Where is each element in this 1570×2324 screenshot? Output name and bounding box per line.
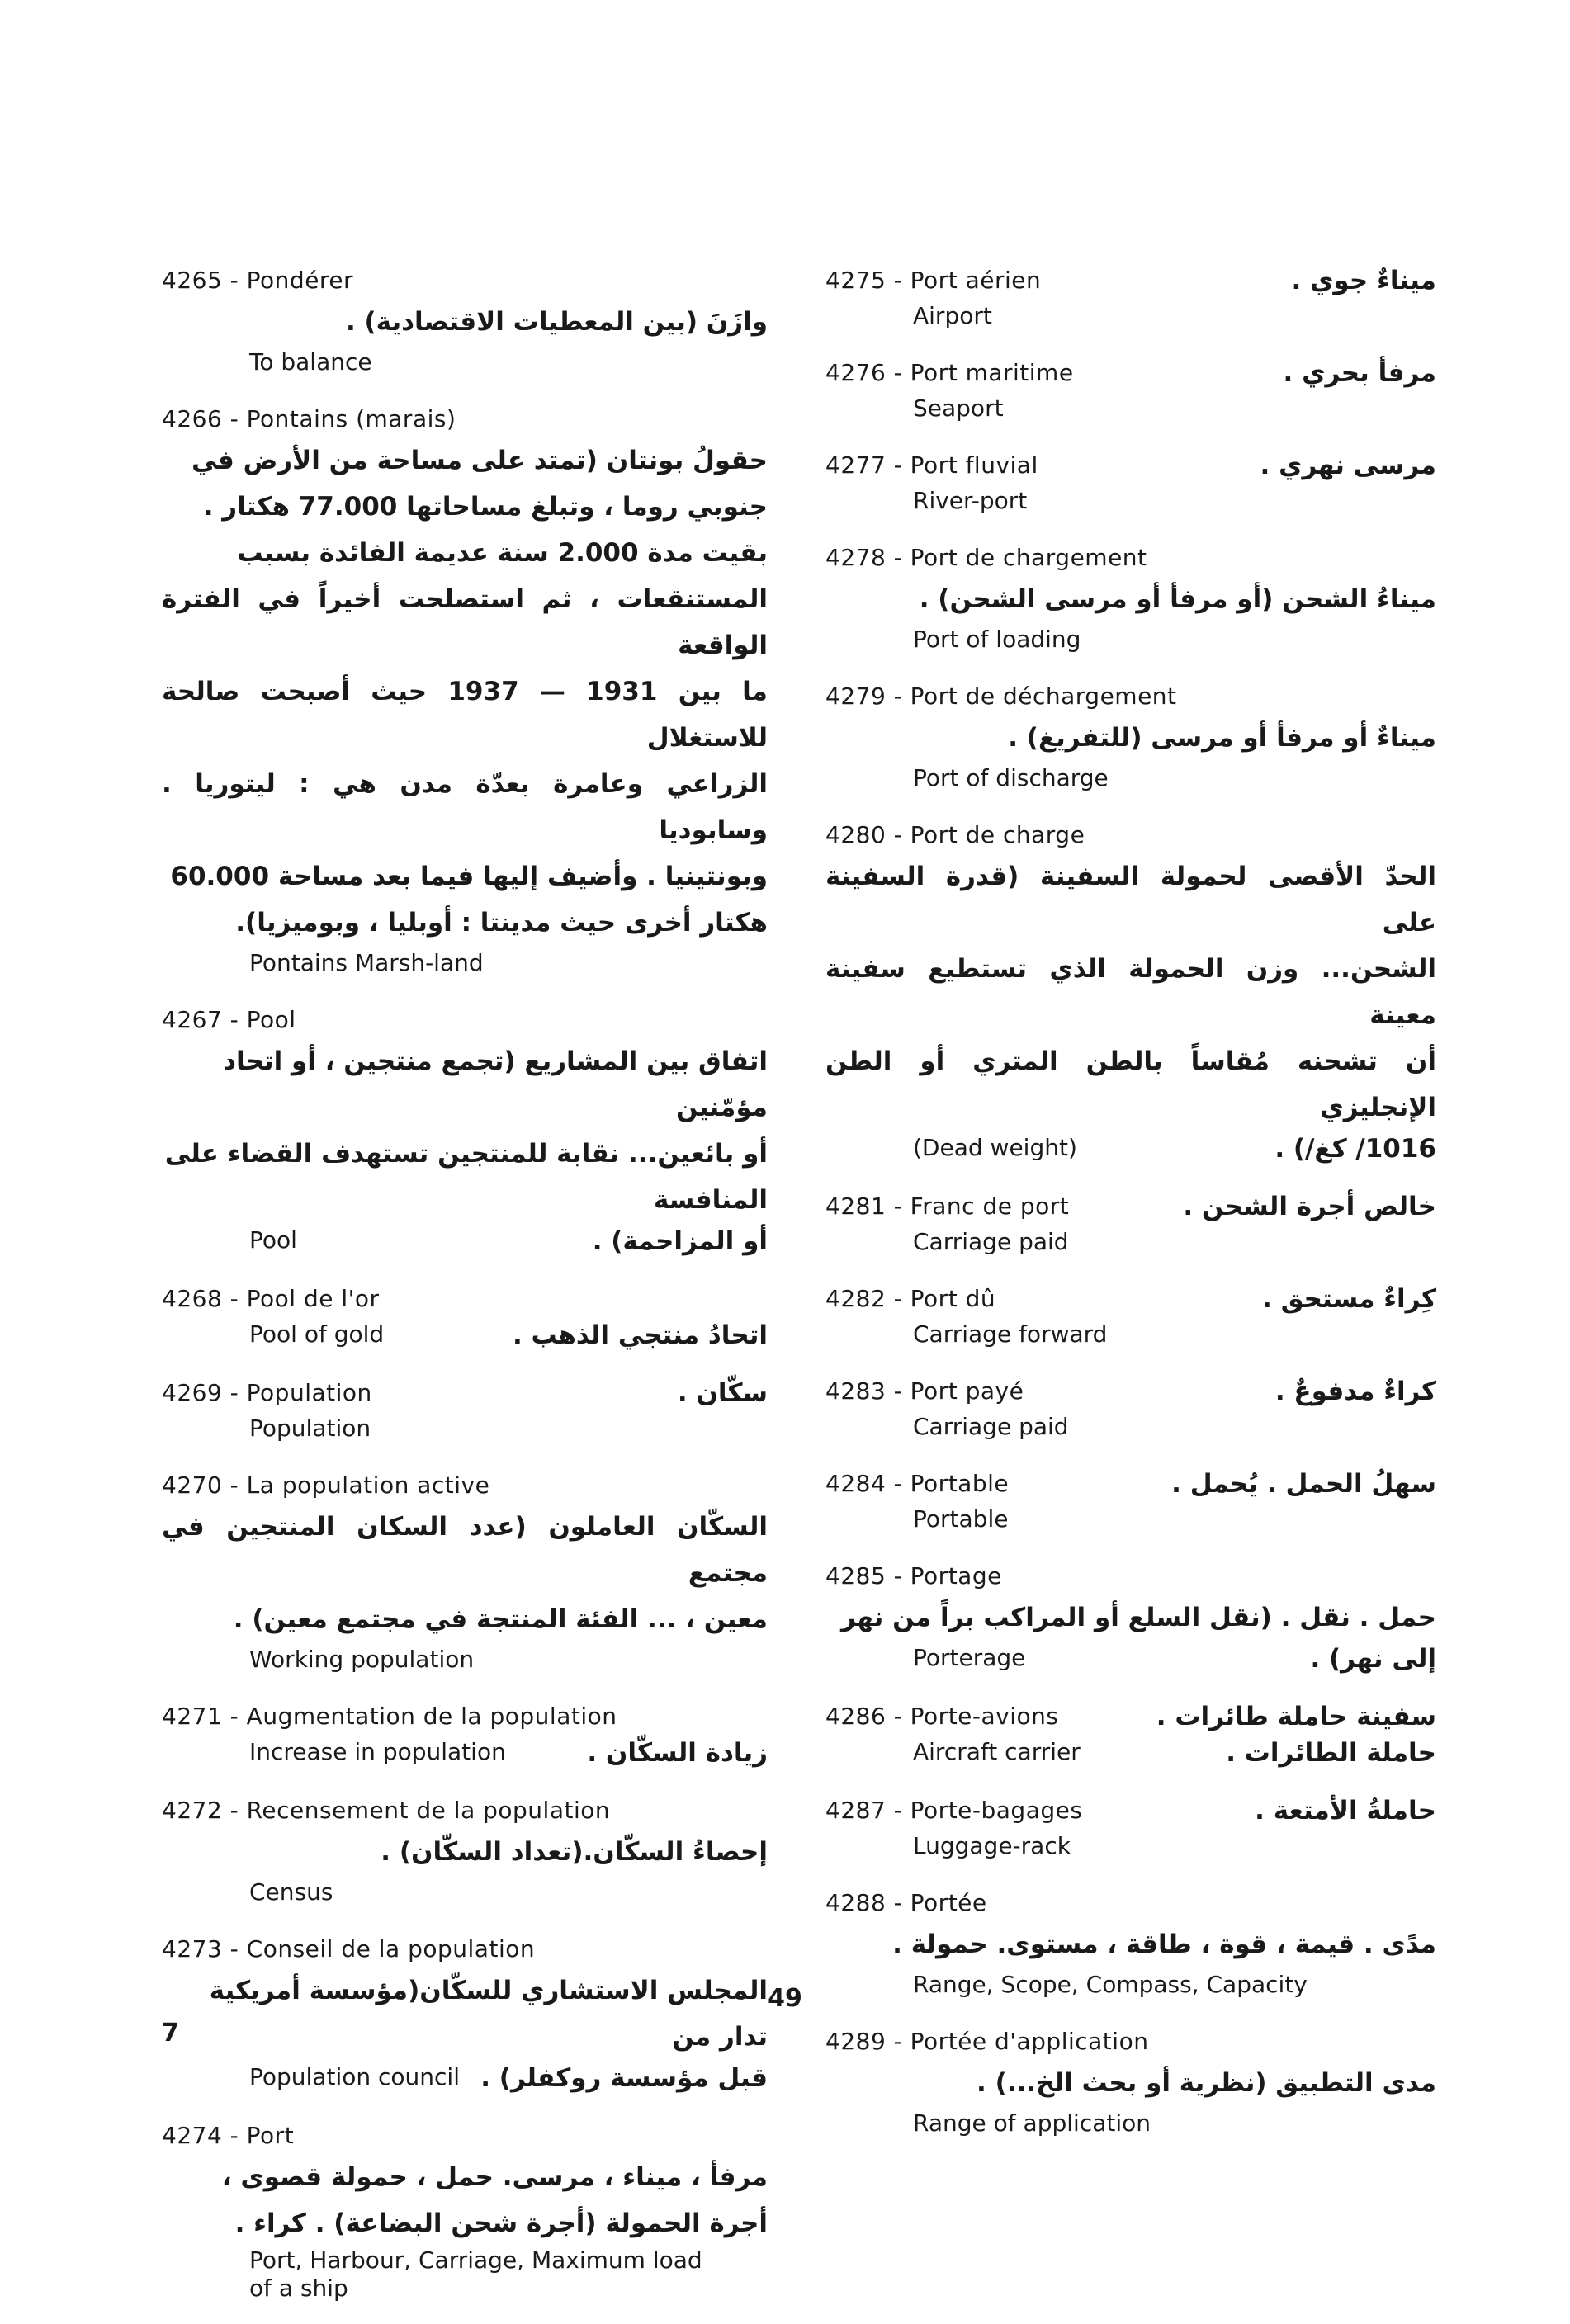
entry-4272 bbox=[162, 1793, 768, 1910]
entry-french: 4282 - Port dû bbox=[825, 1285, 996, 1312]
entry-4275 bbox=[825, 262, 1436, 333]
entry-4278 bbox=[825, 540, 1436, 657]
entry-arabic bbox=[825, 853, 1436, 1131]
entry-english: Aircraft carrier bbox=[913, 1738, 1081, 1765]
entry-french: 4286 - Porte-avions bbox=[825, 1703, 1059, 1730]
entry-split-line bbox=[162, 1317, 768, 1353]
entry-4267 bbox=[162, 1002, 768, 1259]
entry-french: 4274 - Port bbox=[162, 2122, 295, 2149]
entry-arabic: سكّان . bbox=[677, 1378, 768, 1408]
arabic-line: الشحن... وزن الحمولة الذي تستطيع سفينة معينة bbox=[825, 954, 1436, 1030]
entry-french: 4276 - Port maritime bbox=[825, 359, 1074, 386]
entry-english: Airport bbox=[913, 302, 992, 329]
entry-french: 4279 - Port de déchargement bbox=[825, 683, 1177, 710]
entry-english: Carriage forward bbox=[913, 1320, 1108, 1348]
entry-english: Range, Scope, Compass, Capacity bbox=[913, 1971, 1308, 1998]
entry-french: 4281 - Franc de port bbox=[825, 1193, 1070, 1220]
entry-4282 bbox=[825, 1281, 1436, 1352]
entry-split-line bbox=[825, 1373, 1436, 1410]
entry-split-line bbox=[825, 1698, 1436, 1735]
arabic-line: وبونتينيا . وأضيف إليها فيما بعد مساحة 60.000 bbox=[170, 862, 768, 891]
entry-french: 4269 - Population bbox=[162, 1379, 372, 1406]
entry-french: 4266 - Pontains (marais) bbox=[162, 405, 456, 432]
entry-split-line bbox=[825, 355, 1436, 391]
entry-arabic: إحصاءُ السكّان.(تعداد السكّان) . bbox=[381, 1837, 768, 1867]
entry-arabic: مدى التطبيق (نظرية أو بحث الخ...) . bbox=[977, 2068, 1436, 2098]
entry-arabic bbox=[162, 437, 768, 946]
entry-split-line bbox=[825, 1641, 1436, 1677]
entry-split-line bbox=[825, 447, 1436, 484]
entry-arabic: زيادة السكّان . bbox=[587, 1738, 768, 1768]
entry-english: Pontains Marsh-land bbox=[249, 949, 484, 976]
arabic-line: الزراعي وعامرة بعدّة مدن هي : ليتوريا . وسابوديا bbox=[162, 769, 768, 845]
entry-4287 bbox=[825, 1793, 1436, 1863]
entry-french: 4268 - Pool de l'or bbox=[162, 1285, 380, 1312]
arabic-line: أو بائعين... نقابة للمنتجين تستهدف القضاء على المنافسة bbox=[164, 1139, 768, 1215]
entry-arabic: المجلس الاستشاري للسكّان(مؤسسة أمريكية تدار من bbox=[209, 1976, 768, 2052]
entry-arabic-continued: 1016/ كغ/) . bbox=[1274, 1134, 1436, 1164]
entry-split-line bbox=[162, 2060, 768, 2096]
arabic-line: المستنقعات ، ثم استصلحت أخيراً في الفترة الواقعة bbox=[162, 584, 768, 660]
entry-split-line bbox=[825, 262, 1436, 299]
entry-4280 bbox=[825, 817, 1436, 1167]
english-line: of a ship bbox=[249, 2274, 348, 2302]
entry-arabic: اتحادُ منتجي الذهب . bbox=[512, 1320, 768, 1350]
left-column bbox=[162, 262, 768, 2324]
entry-4273 bbox=[162, 1931, 768, 2096]
entry-english: (Dead weight) bbox=[913, 1134, 1077, 1161]
entry-arabic: ميناءٌ جوي . bbox=[1291, 266, 1436, 295]
entry-arabic bbox=[162, 1038, 768, 1223]
entry-4283 bbox=[825, 1373, 1436, 1444]
arabic-line: جنوبي روما ، وتبلغ مساحاتها 77.000 هكتار . bbox=[203, 492, 768, 522]
entry-split-line bbox=[162, 1735, 768, 1771]
arabic-line: حقولُ بونتان (تمتد على مساحة من الأرض في bbox=[192, 446, 768, 475]
entry-4269 bbox=[162, 1375, 768, 1446]
entry-split-line bbox=[825, 1735, 1436, 1771]
entry-english: Port of discharge bbox=[913, 764, 1109, 791]
entry-arabic: سهلُ الحمل . يُحمل . bbox=[1171, 1469, 1436, 1499]
entry-4276 bbox=[825, 355, 1436, 426]
entry-split-line bbox=[825, 1281, 1436, 1317]
entry-4285 bbox=[825, 1558, 1436, 1677]
entry-arabic: كِراءٌ مستحق . bbox=[1262, 1284, 1436, 1314]
entry-french: 4289 - Portée d'application bbox=[825, 2028, 1149, 2055]
entry-4265 bbox=[162, 262, 768, 380]
entry-english: Working population bbox=[249, 1646, 475, 1673]
arabic-line: السكّان العاملون (عدد السكان المنتجين في مجتمع bbox=[162, 1512, 768, 1588]
entry-english: Pool bbox=[249, 1226, 297, 1254]
entry-arabic-continued: قبل مؤسسة روكفلر) . bbox=[480, 2063, 768, 2093]
arabic-line: مرفأ ، ميناء ، مرسى. حمل ، حمولة قصوى ، bbox=[221, 2162, 768, 2192]
entry-4266 bbox=[162, 401, 768, 980]
entry-split-line bbox=[825, 1793, 1436, 1829]
entry-4286 bbox=[825, 1698, 1436, 1771]
page-number: 49 bbox=[768, 1984, 802, 2013]
entry-arabic-continued: إلى نهر) . bbox=[1310, 1644, 1436, 1674]
arabic-line: أن تشحنه مُقاساً بالطن المتري أو الطن الإنجليزي bbox=[825, 1046, 1436, 1122]
entry-french: 4270 - La population active bbox=[162, 1471, 490, 1499]
entry-english: Seaport bbox=[913, 394, 1004, 422]
arabic-line: هكتار أخرى حيث مدينتا : أوبليا ، وبوميزيا). bbox=[235, 908, 768, 938]
corner-number: 7 bbox=[162, 2019, 179, 2048]
entry-arabic: خالص أجرة الشحن . bbox=[1183, 1192, 1436, 1221]
arabic-line: معين ، ... الفئة المنتجة في مجتمع معين) . bbox=[233, 1604, 768, 1634]
entry-french: 4288 - Portée bbox=[825, 1889, 987, 1916]
entry-english: Population bbox=[249, 1415, 371, 1442]
entry-split-line bbox=[162, 1375, 768, 1411]
entry-arabic: مرفأ بحري . bbox=[1283, 358, 1436, 388]
entry-english: To balance bbox=[249, 348, 372, 376]
entry-english: Carriage paid bbox=[913, 1413, 1069, 1440]
entry-4271 bbox=[162, 1698, 768, 1771]
entry-english: Carriage paid bbox=[913, 1228, 1069, 1255]
entry-english: Porterage bbox=[913, 1644, 1026, 1671]
entry-french: 4283 - Port payé bbox=[825, 1377, 1024, 1405]
entry-french: 4277 - Port fluvial bbox=[825, 451, 1038, 479]
right-column bbox=[825, 262, 1436, 2162]
arabic-line: اتفاق بين المشاريع (تجمع منتجين ، أو اتحاد مؤمّنين bbox=[223, 1046, 768, 1122]
entry-french: 4275 - Port aérien bbox=[825, 267, 1042, 294]
entry-french: 4272 - Recensement de la population bbox=[162, 1797, 611, 1824]
entry-arabic: حاملةُ الأمتعة . bbox=[1255, 1796, 1436, 1826]
entry-english: Increase in population bbox=[249, 1738, 506, 1765]
entry-4268 bbox=[162, 1281, 768, 1353]
entry-arabic-continued: حاملة الطائرات . bbox=[1226, 1738, 1436, 1768]
arabic-line: بقيت مدة 2.000 سنة عديمة الفائدة بسبب bbox=[237, 538, 768, 568]
entry-english: Port of loading bbox=[913, 626, 1081, 653]
entry-arabic bbox=[162, 1504, 768, 1642]
entry-english: Luggage-rack bbox=[913, 1832, 1071, 1859]
entry-french: 4271 - Augmentation de la population bbox=[162, 1703, 617, 1730]
entry-english: Portable bbox=[913, 1505, 1009, 1533]
entry-split-line bbox=[825, 1188, 1436, 1225]
entry-4277 bbox=[825, 447, 1436, 518]
entry-french: 4265 - Pondérer bbox=[162, 267, 354, 294]
entry-french: 4267 - Pool bbox=[162, 1006, 296, 1033]
entry-arabic: وازَنَ (بين المعطيات الاقتصادية) . bbox=[345, 307, 768, 337]
entry-split-line bbox=[162, 1223, 768, 1259]
entry-4274 bbox=[162, 2118, 768, 2303]
entry-french: 4287 - Porte-bagages bbox=[825, 1797, 1083, 1824]
entry-arabic bbox=[162, 2154, 768, 2246]
entry-4270 bbox=[162, 1467, 768, 1677]
entry-split-line bbox=[825, 1466, 1436, 1502]
entry-english: Census bbox=[249, 1878, 333, 1906]
entry-english: Range of application bbox=[913, 2109, 1151, 2137]
entry-arabic: ميناءٌ أو مرفأ أو مرسى (للتفريغ) . bbox=[1008, 723, 1436, 753]
entry-french: 4284 - Portable bbox=[825, 1470, 1010, 1497]
entry-arabic: سفينة حاملة طائرات . bbox=[1156, 1702, 1436, 1731]
entry-4284 bbox=[825, 1466, 1436, 1537]
entry-arabic: كراءٌ مدفوعٌ . bbox=[1274, 1377, 1436, 1406]
entry-arabic: مرسى نهري . bbox=[1260, 451, 1436, 480]
entry-english: River-port bbox=[913, 487, 1028, 514]
entry-arabic: ميناءُ الشحن (أو مرفأ أو مرسى الشحن) . bbox=[919, 584, 1436, 614]
entry-4279 bbox=[825, 678, 1436, 796]
entry-4281 bbox=[825, 1188, 1436, 1259]
entry-french: 4273 - Conseil de la population bbox=[162, 1935, 536, 1963]
entry-4289 bbox=[825, 2024, 1436, 2141]
entry-arabic: مدًى . قيمة ، قوة ، طاقة ، مستوى. حمولة . bbox=[892, 1930, 1436, 1959]
entry-english: Pool of gold bbox=[249, 1320, 385, 1348]
arabic-line: الحدّ الأقصى لحمولة السفينة (قدرة السفينة على bbox=[825, 862, 1436, 938]
entry-arabic: حمل . نقل . (نقل السلع أو المراكب براً من نهر bbox=[840, 1603, 1436, 1632]
entry-english bbox=[162, 2246, 768, 2303]
entry-french: 4278 - Port de chargement bbox=[825, 544, 1147, 571]
arabic-line: أجرة الحمولة (أجرة شحن البضاعة) . كراء . bbox=[234, 2208, 768, 2238]
entry-english: Population council bbox=[249, 2063, 460, 2090]
entry-french: 4280 - Port de charge bbox=[825, 821, 1085, 848]
arabic-line: أو المزاحمة) . bbox=[592, 1226, 768, 1256]
entry-french: 4285 - Portage bbox=[825, 1562, 1002, 1589]
entry-split-line bbox=[825, 1131, 1436, 1167]
english-line: Port, Harbour, Carriage, Maximum load bbox=[249, 2246, 702, 2274]
arabic-line: ما بين 1931 — 1937 حيث أصبحت صالحة للاستغلال bbox=[162, 677, 768, 753]
